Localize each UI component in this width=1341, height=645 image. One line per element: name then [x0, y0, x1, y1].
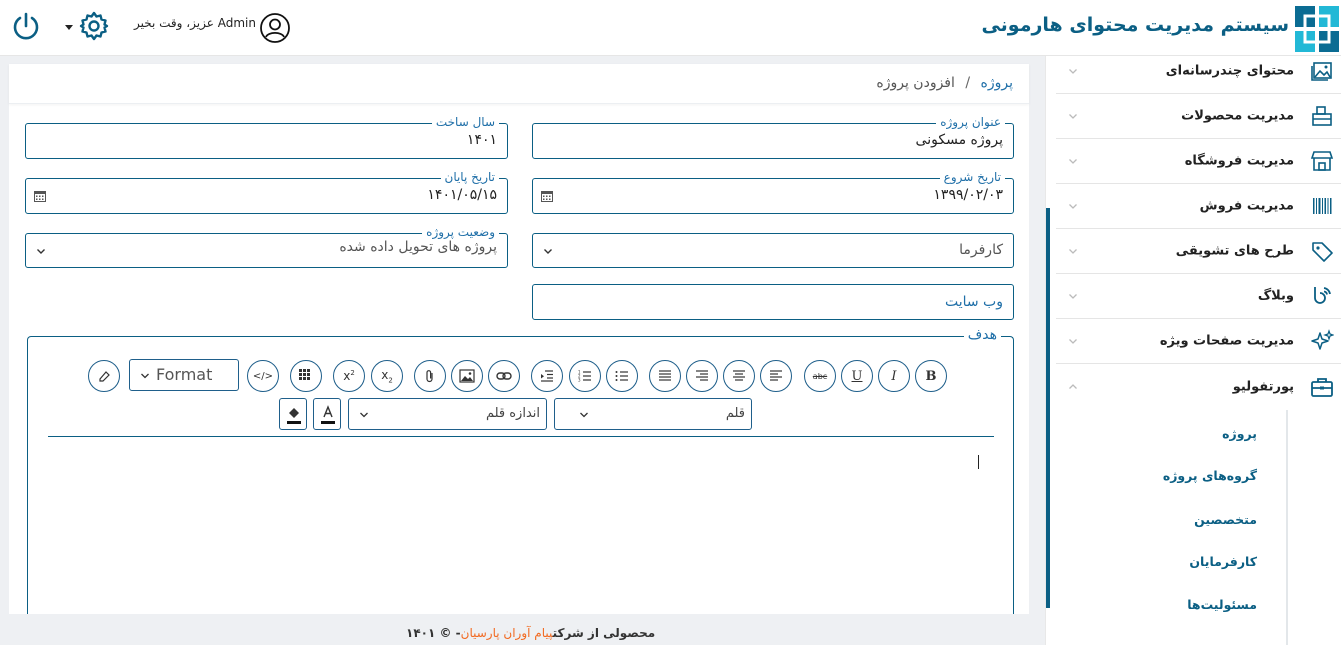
superscript-button[interactable] — [333, 360, 365, 392]
sidebar-item-label: محتوای چندرسانه‌ای — [1165, 63, 1294, 79]
submenu-item-employers[interactable]: کارفرمایان — [1189, 554, 1257, 569]
code-icon: </> — [252, 370, 274, 382]
chevron-down-icon — [1068, 156, 1078, 166]
format-select[interactable] — [129, 359, 239, 391]
indent-button[interactable] — [531, 360, 563, 392]
subscript-button[interactable] — [371, 360, 403, 392]
align-center-button[interactable] — [723, 360, 755, 392]
build-year-value: ۱۴۰۱ — [466, 132, 497, 148]
greeting-text: Admin عزیز، وقت بخیر — [134, 16, 256, 30]
align-justify-icon — [658, 370, 672, 382]
breadcrumb-link-project[interactable]: پروژه — [980, 75, 1013, 91]
sidebar-item-label: مدیریت محصولات — [1181, 108, 1294, 124]
employer-select[interactable] — [532, 233, 1014, 268]
submenu-item-responsibilities[interactable]: مسئولیت‌ها — [1187, 597, 1257, 612]
subscript-icon: $x_2$ — [381, 367, 393, 385]
caret-down-icon — [64, 24, 74, 32]
harmony-logo-icon[interactable] — [1295, 6, 1339, 52]
clear-format-button[interactable] — [88, 360, 120, 392]
calendar-icon[interactable] — [34, 190, 46, 202]
eraser-icon — [97, 369, 111, 383]
link-icon — [496, 370, 512, 382]
top-bar — [0, 0, 1341, 56]
sidebar-item-label: طرح های تشویقی — [1175, 243, 1294, 259]
end-date-field[interactable] — [25, 170, 508, 214]
align-justify-button[interactable] — [649, 360, 681, 392]
submenu-item-project-groups[interactable]: گروه‌های پروژه — [1162, 468, 1257, 483]
highlight-color-button[interactable] — [279, 398, 307, 430]
barcode-icon — [1310, 194, 1334, 218]
chevron-down-icon — [1068, 66, 1078, 76]
toolbar-divider — [48, 436, 994, 437]
end-date-value: ۱۴۰۱/۰۵/۱۵ — [427, 187, 497, 203]
chevron-down-icon — [1068, 291, 1078, 301]
align-right-icon — [695, 370, 709, 382]
footer-company-link[interactable]: پیام آوران پارسیان — [460, 626, 553, 640]
submenu-rail — [1286, 410, 1288, 645]
ordered-list-button[interactable] — [569, 360, 601, 392]
chevron-down-icon — [359, 410, 369, 420]
submenu-item-specialists[interactable]: متخصصین — [1194, 512, 1257, 527]
chevron-down-icon — [1068, 336, 1078, 346]
align-left-button[interactable] — [760, 360, 792, 392]
chevron-down-icon — [1068, 246, 1078, 256]
svg-text:2: 2 — [578, 373, 581, 379]
indent-icon — [540, 370, 554, 382]
gallery-icon — [1310, 59, 1334, 83]
project-status-value: پروژه های تحویل داده شده — [339, 239, 497, 255]
attach-file-button[interactable] — [414, 360, 446, 392]
footer-suffix: - © ۱۴۰۱ — [406, 626, 461, 640]
breadcrumb-separator: / — [965, 75, 971, 91]
italic-icon: I — [891, 368, 897, 384]
insert-link-button[interactable] — [488, 360, 520, 392]
calendar-icon[interactable] — [541, 190, 553, 202]
project-status-select[interactable] — [25, 225, 508, 268]
superscript-icon: $x^2$ — [343, 369, 355, 383]
sidebar-item-special-pages[interactable] — [1056, 319, 1341, 364]
sidebar — [1045, 56, 1341, 645]
strikethrough-icon: abc — [812, 371, 828, 381]
bullet-list-icon — [615, 370, 629, 382]
table-icon — [298, 368, 314, 384]
gear-icon — [78, 10, 110, 42]
bold-icon: B — [925, 368, 937, 384]
scrollbar-thumb[interactable] — [1046, 208, 1050, 608]
start-date-value: ۱۳۹۹/۰۲/۰۳ — [933, 187, 1003, 203]
briefcase-icon — [1310, 375, 1334, 399]
font-size-label: اندازه قلم — [485, 406, 540, 421]
insert-image-button[interactable] — [451, 360, 483, 392]
breadcrumb-current: افزودن پروژه — [876, 75, 955, 91]
chevron-down-icon — [36, 246, 46, 256]
website-input[interactable] — [532, 284, 1014, 320]
underline-icon: U — [851, 368, 863, 384]
sidebar-item-label: مدیریت فروش — [1199, 198, 1294, 214]
breadcrumb — [9, 64, 1029, 104]
project-title-label: عنوان پروژه — [936, 115, 1005, 129]
format-label: Format — [156, 365, 213, 384]
main-area — [0, 56, 1045, 645]
products-icon — [1310, 104, 1334, 128]
text-color-icon — [320, 405, 336, 425]
sparkle-icon — [1310, 329, 1334, 353]
editor-content-area[interactable] — [29, 438, 1012, 623]
store-icon — [1310, 149, 1334, 173]
chevron-up-icon — [1068, 382, 1078, 392]
build-year-label: سال ساخت — [432, 115, 499, 129]
font-size-select[interactable] — [348, 398, 547, 430]
bold-button[interactable] — [915, 360, 947, 392]
insert-table-button[interactable] — [290, 360, 322, 392]
project-status-label: وضعیت پروژه — [422, 225, 499, 239]
project-title-value: پروژه مسکونی — [915, 132, 1003, 148]
sidebar-item-promotions[interactable] — [1056, 229, 1341, 274]
image-icon — [459, 369, 475, 383]
project-title-field[interactable] — [532, 115, 1014, 159]
sidebar-item-label: پورتفولیو — [1232, 379, 1294, 394]
italic-button[interactable] — [878, 360, 910, 392]
blog-icon — [1310, 284, 1334, 308]
build-year-field[interactable] — [25, 115, 508, 159]
power-icon[interactable] — [10, 10, 42, 42]
sidebar-item-label: مدیریت فروشگاه — [1184, 153, 1294, 169]
strikethrough-button[interactable] — [804, 360, 836, 392]
chevron-down-icon — [1068, 201, 1078, 211]
svg-text:3: 3 — [578, 377, 581, 382]
end-date-label: تاریخ پایان — [441, 170, 500, 184]
align-center-icon — [732, 370, 746, 382]
start-date-label: تاریخ شروع — [940, 170, 1005, 184]
content-panel — [9, 64, 1029, 614]
sidebar-item-label: وبلاگ — [1257, 288, 1294, 304]
underline-button[interactable] — [841, 360, 873, 392]
footer-prefix: محصولی از شرکت — [552, 626, 656, 640]
sidebar-item-label: مدیریت صفحات ویژه — [1159, 333, 1294, 349]
sidebar-item-store[interactable] — [1056, 139, 1341, 184]
chevron-down-icon — [543, 246, 553, 256]
svg-text:1: 1 — [578, 370, 581, 375]
sidebar-item-portfolio[interactable] — [1056, 364, 1341, 409]
start-date-field[interactable] — [532, 170, 1014, 214]
source-code-button[interactable] — [247, 360, 279, 392]
user-avatar-icon[interactable] — [259, 12, 291, 44]
employer-value: کارفرما — [959, 242, 1003, 258]
bullet-list-button[interactable] — [606, 360, 638, 392]
text-color-button[interactable] — [313, 398, 341, 430]
website-placeholder: وب سایت — [944, 294, 1003, 310]
chevron-down-icon — [140, 371, 150, 381]
sidebar-item-blog[interactable] — [1056, 274, 1341, 319]
chevron-down-icon — [1068, 111, 1078, 121]
settings-menu[interactable] — [64, 10, 112, 44]
footer — [0, 614, 1045, 645]
align-right-button[interactable] — [686, 360, 718, 392]
sidebar-item-products[interactable] — [1056, 94, 1341, 139]
tag-icon — [1310, 239, 1334, 263]
goal-editor[interactable] — [27, 327, 1014, 626]
paint-bucket-icon — [286, 405, 302, 425]
sidebar-item-multimedia[interactable] — [1056, 49, 1341, 94]
font-family-select[interactable] — [554, 398, 752, 430]
font-family-label: قلم — [725, 406, 745, 421]
goal-label: هدف — [964, 327, 1001, 343]
ordered-list-icon — [578, 370, 592, 382]
sidebar-item-sales[interactable] — [1056, 184, 1341, 229]
app-title: سیستم مدیریت محتوای هارمونی — [981, 14, 1289, 36]
align-left-icon — [769, 370, 783, 382]
paperclip-icon — [423, 369, 437, 383]
submenu-item-projects[interactable]: پروژه — [1222, 426, 1257, 441]
chevron-down-icon — [579, 410, 589, 420]
